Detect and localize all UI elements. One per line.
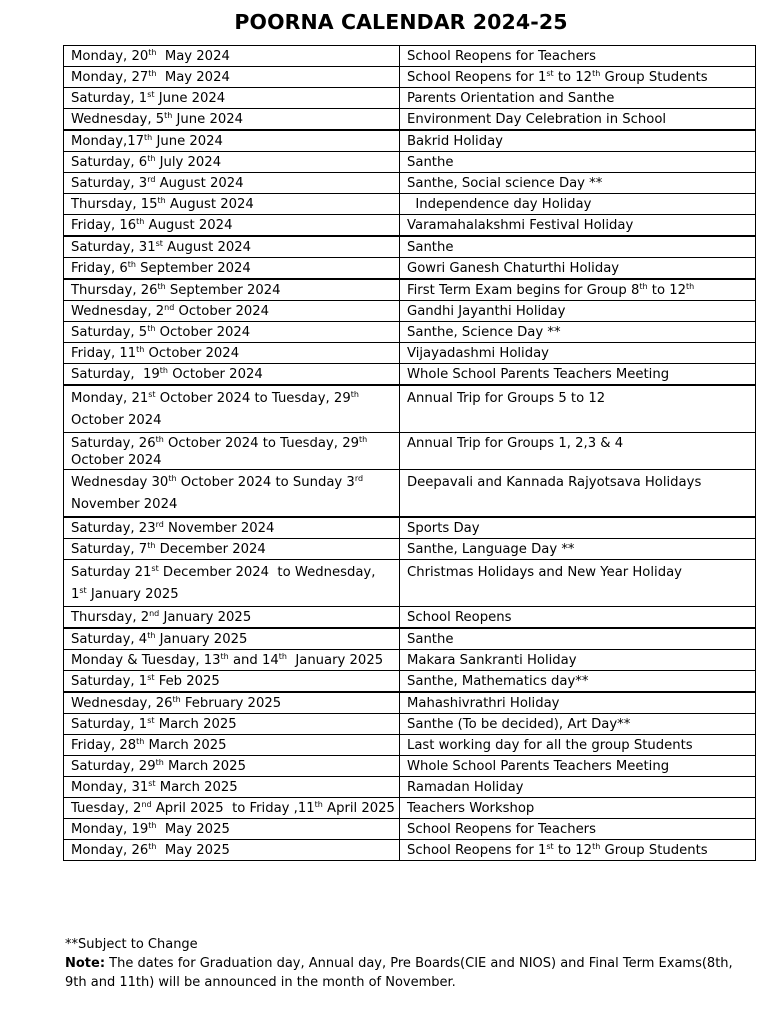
event-cell: Santhe, Social science Day ** <box>400 173 756 194</box>
event-cell: Santhe <box>400 236 756 258</box>
table-row <box>64 67 756 88</box>
event-cell: Annual Trip for Groups 5 to 12 <box>400 385 756 433</box>
event-cell: Independence day Holiday <box>400 194 756 215</box>
date-cell: Saturday, 3rd August 2024 <box>64 173 400 194</box>
date-cell: Saturday 21st December 2024 to Wednesday, 1st January 2025 <box>64 560 400 607</box>
table-row <box>64 539 756 560</box>
note-paragraph <box>65 954 755 992</box>
event-cell: Deepavali and Kannada Rajyotsava Holidays <box>400 470 756 518</box>
event-cell: Ramadan Holiday <box>400 777 756 798</box>
table-row <box>64 607 756 629</box>
table-row <box>64 322 756 343</box>
table-row <box>64 798 756 819</box>
table-row <box>64 735 756 756</box>
table-row <box>64 364 756 386</box>
event-cell: Santhe, Language Day ** <box>400 539 756 560</box>
event-cell: Teachers Workshop <box>400 798 756 819</box>
date-cell: Friday, 11th October 2024 <box>64 343 400 364</box>
date-cell: Saturday, 1st Feb 2025 <box>64 671 400 693</box>
event-cell: Gandhi Jayanthi Holiday <box>400 301 756 322</box>
table-row <box>64 258 756 280</box>
table-row <box>64 470 756 518</box>
date-cell: Monday & Tuesday, 13th and 14th January 2025 <box>64 650 400 671</box>
table-row <box>64 777 756 798</box>
date-cell: Saturday, 23rd November 2024 <box>64 517 400 539</box>
event-cell: Whole School Parents Teachers Meeting <box>400 756 756 777</box>
event-cell: Bakrid Holiday <box>400 130 756 152</box>
table-row <box>64 628 756 650</box>
date-cell: Wednesday 30th October 2024 to Sunday 3rd November 2024 <box>64 470 400 518</box>
event-cell: Christmas Holidays and New Year Holiday <box>400 560 756 607</box>
event-cell: School Reopens <box>400 607 756 629</box>
date-cell: Monday, 21st October 2024 to Tuesday, 29th October 2024 <box>64 385 400 433</box>
event-cell: Last working day for all the group Students <box>400 735 756 756</box>
table-row <box>64 194 756 215</box>
event-cell: Annual Trip for Groups 1, 2,3 & 4 <box>400 433 756 470</box>
notes-section <box>65 935 755 992</box>
table-row <box>64 173 756 194</box>
table-row <box>64 650 756 671</box>
date-cell: Monday, 19th May 2025 <box>64 819 400 840</box>
table-row <box>64 130 756 152</box>
event-cell: Santhe, Mathematics day** <box>400 671 756 693</box>
date-cell: Friday, 16th August 2024 <box>64 215 400 237</box>
event-cell: Santhe <box>400 152 756 173</box>
date-cell: Saturday, 19th October 2024 <box>64 364 400 386</box>
date-cell: Tuesday, 2nd April 2025 to Friday ,11th April 2025 <box>64 798 400 819</box>
date-cell: Saturday, 26th October 2024 to Tuesday, 29th October 2024 <box>64 433 400 470</box>
date-cell: Saturday, 29th March 2025 <box>64 756 400 777</box>
event-cell: Gowri Ganesh Chaturthi Holiday <box>400 258 756 280</box>
table-row <box>64 517 756 539</box>
event-cell: First Term Exam begins for Group 8th to 12th <box>400 279 756 301</box>
event-cell: Varamahalakshmi Festival Holiday <box>400 215 756 237</box>
table-row <box>64 88 756 109</box>
table-row <box>64 560 756 607</box>
date-cell: Wednesday, 26th February 2025 <box>64 692 400 714</box>
table-row <box>64 433 756 470</box>
date-cell: Saturday, 5th October 2024 <box>64 322 400 343</box>
event-cell: School Reopens for 1st to 12th Group Students <box>400 67 756 88</box>
date-cell: Wednesday, 5th June 2024 <box>64 109 400 131</box>
table-row <box>64 343 756 364</box>
event-cell: School Reopens for Teachers <box>400 819 756 840</box>
event-cell: Parents Orientation and Santhe <box>400 88 756 109</box>
date-cell: Saturday, 1st June 2024 <box>64 88 400 109</box>
table-row <box>64 279 756 301</box>
date-cell: Saturday, 6th July 2024 <box>64 152 400 173</box>
table-row <box>64 756 756 777</box>
calendar-table <box>63 45 756 861</box>
date-cell: Saturday, 4th January 2025 <box>64 628 400 650</box>
event-cell: Environment Day Celebration in School <box>400 109 756 131</box>
date-cell: Monday, 27th May 2024 <box>64 67 400 88</box>
table-row <box>64 236 756 258</box>
date-cell: Thursday, 26th September 2024 <box>64 279 400 301</box>
table-row <box>64 692 756 714</box>
table-row <box>64 385 756 433</box>
date-cell: Monday,17th June 2024 <box>64 130 400 152</box>
event-cell: Vijayadashmi Holiday <box>400 343 756 364</box>
date-cell: Monday, 26th May 2025 <box>64 840 400 861</box>
event-cell: Mahashivrathri Holiday <box>400 692 756 714</box>
date-cell: Wednesday, 2nd October 2024 <box>64 301 400 322</box>
event-cell: Makara Sankranti Holiday <box>400 650 756 671</box>
table-row <box>64 109 756 131</box>
note-text: The dates for Graduation day, Annual day, Pre Boards(CIE and NIOS) and Final Term Exams(8th, 9th and 11th) will be announced in the month of November. <box>65 956 733 990</box>
event-cell: Santhe, Science Day ** <box>400 322 756 343</box>
date-cell: Thursday, 2nd January 2025 <box>64 607 400 629</box>
calendar-body <box>64 46 756 861</box>
table-row <box>64 671 756 693</box>
table-row <box>64 819 756 840</box>
date-cell: Thursday, 15th August 2024 <box>64 194 400 215</box>
event-cell: Santhe (To be decided), Art Day** <box>400 714 756 735</box>
table-row <box>64 46 756 67</box>
table-row <box>64 152 756 173</box>
table-row <box>64 840 756 861</box>
date-cell: Monday, 20th May 2024 <box>64 46 400 67</box>
date-cell: Saturday, 31st August 2024 <box>64 236 400 258</box>
date-cell: Saturday, 1st March 2025 <box>64 714 400 735</box>
date-cell: Friday, 28th March 2025 <box>64 735 400 756</box>
table-row <box>64 714 756 735</box>
date-cell: Monday, 31st March 2025 <box>64 777 400 798</box>
page-title: POORNA CALENDAR 2024-25 <box>234 10 568 34</box>
event-cell: Sports Day <box>400 517 756 539</box>
event-cell: Santhe <box>400 628 756 650</box>
event-cell: Whole School Parents Teachers Meeting <box>400 364 756 386</box>
footnote: **Subject to Change <box>65 937 198 952</box>
event-cell: School Reopens for Teachers <box>400 46 756 67</box>
date-cell: Saturday, 7th December 2024 <box>64 539 400 560</box>
table-row <box>64 215 756 237</box>
event-cell: School Reopens for 1st to 12th Group Students <box>400 840 756 861</box>
note-label: Note: <box>65 956 106 971</box>
table-row <box>64 301 756 322</box>
date-cell: Friday, 6th September 2024 <box>64 258 400 280</box>
